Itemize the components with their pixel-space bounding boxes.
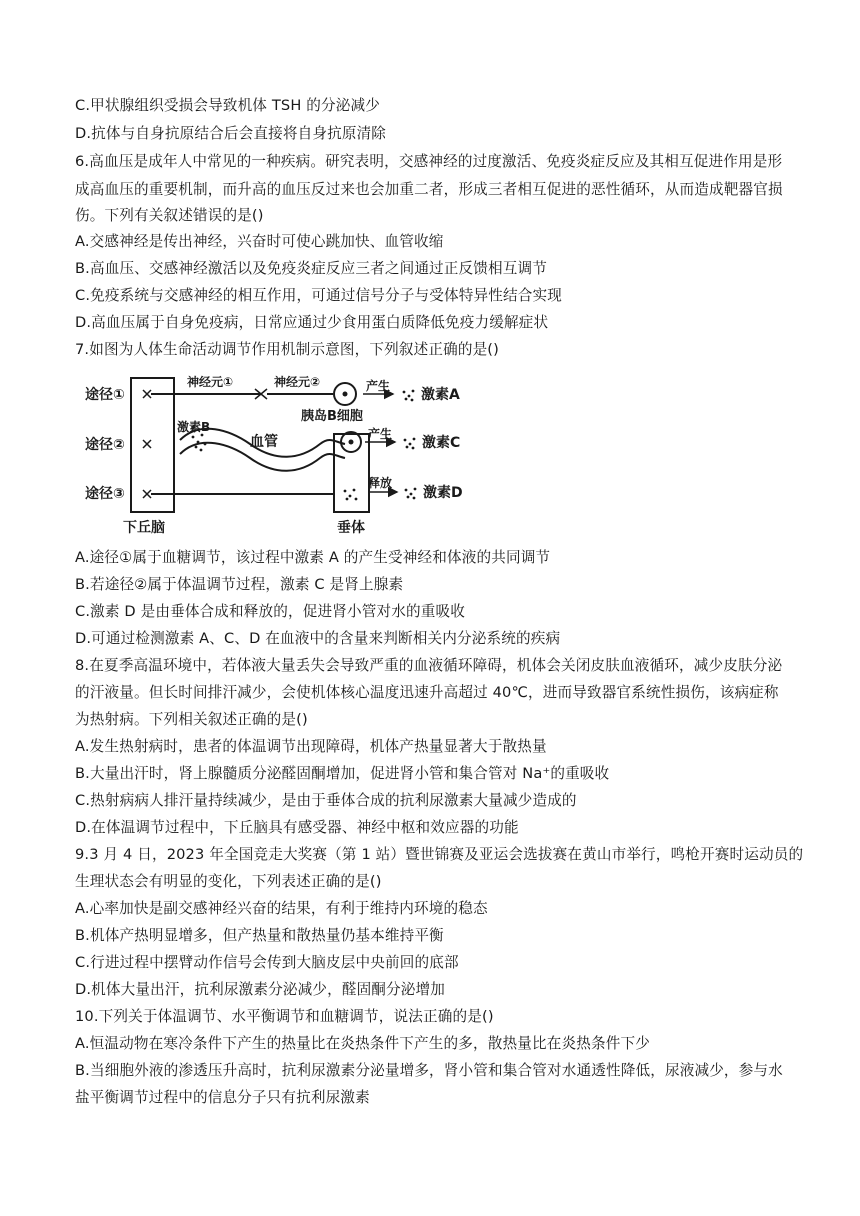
pituitary-hormone-dots-icon: [344, 489, 358, 501]
hormone-d-dots-icon: [405, 488, 417, 500]
neuron2-label: 神经元②: [274, 375, 321, 389]
hormone-d-label: 激素D: [423, 485, 463, 501]
regulation-diagram: [75, 372, 515, 540]
q9-option-a: A.心率加快是副交感神经兴奋的结果，有利于维持内环境的稳态: [75, 900, 488, 917]
q6-stem-line2: 成高血压的重要机制，而升高的血压反过来也会加重二者，形成三者相互促进的恶性循环，从而造成靶器官损: [75, 181, 783, 198]
hormone-a-dots-icon: [403, 390, 415, 402]
produce-label-2: 产生: [368, 427, 393, 441]
q9-option-c: C.行进过程中摆臂动作信号会传到大脑皮层中央前回的底部: [75, 954, 459, 971]
hypothalamus-box: [131, 378, 174, 512]
q8-stem-line2: 的汗液量。但长时间排汗减少，会使机体核心温度迅速升高超过 40℃，进而导致器官系统性损伤，该病症称: [75, 684, 779, 701]
q8-option-c: C.热射病病人排汗量持续减少，是由于垂体合成的抗利尿激素大量减少造成的: [75, 792, 577, 809]
q9-option-b: B.机体产热明显增多，但产热量和散热量仍基本维持平衡: [75, 927, 444, 944]
q8-stem-line1: 8.在夏季高温环境中，若体液大量丢失会导致严重的血液循环障碍，机体会关闭皮肤血液循环，减少皮肤分泌: [75, 657, 783, 674]
q8-option-b: B.大量出汗时，肾上腺髓质分泌醛固酮增加，促进肾小管和集合管对 Na⁺的重吸收: [75, 765, 610, 782]
hormone-b-label: 激素B: [177, 420, 211, 434]
neuron1-label: 神经元①: [187, 375, 234, 389]
route2-terminal-icon: [143, 440, 151, 448]
q10-option-b-line2: 盐平衡调节过程中的信息分子只有抗利尿激素: [75, 1089, 370, 1106]
path3-label: 途径③: [85, 486, 125, 502]
path2-label: 途径②: [85, 437, 125, 453]
hormone-a-label: 激素A: [421, 387, 460, 403]
islet-b-cell-nucleus-icon: [349, 440, 354, 445]
path1-label: 途径①: [85, 387, 125, 403]
neuron1-terminal-icon: [143, 390, 151, 398]
q6-stem-line3: 伤。下列有关叙述错误的是(): [75, 207, 264, 224]
q6-option-c: C.免疫系统与交感神经的相互作用，可通过信号分子与受体特异性结合实现: [75, 287, 562, 304]
blood-vessel-label: 血管: [250, 434, 278, 450]
q7-stem: 7.如图为人体生命活动调节作用机制示意图，下列叙述正确的是(): [75, 341, 499, 358]
hypothalamus-label: 下丘脑: [123, 520, 165, 536]
q6-option-a: A.交感神经是传出神经，兴奋时可使心跳加快、血管收缩: [75, 233, 444, 250]
q6-option-d: D.高血压属于自身免疫病，日常应通过少食用蛋白质降低免疫力缓解症状: [75, 314, 549, 331]
q10-option-a: A.恒温动物在寒冷条件下产生的热量比在炎热条件下产生的多，散热量比在炎热条件下少: [75, 1035, 650, 1052]
q8-option-a: A.发生热射病时，患者的体温调节出现障碍，机体产热量显著大于散热量: [75, 738, 547, 755]
pituitary-label: 垂体: [337, 520, 365, 536]
target-cell-nucleus-icon: [343, 392, 348, 397]
q10-option-b-line1: B.当细胞外液的渗透压升高时，抗利尿激素分泌量增多，肾小管和集合管对水通透性降低，尿液减少，参与水: [75, 1062, 783, 1079]
route3-terminal-icon: [143, 490, 151, 498]
q7-option-c: C.激素 D 是由垂体合成和释放的，促进肾小管对水的重吸收: [75, 603, 465, 620]
q5-option-c: C.甲状腺组织受损会导致机体 TSH 的分泌减少: [75, 97, 380, 114]
q9-option-d: D.机体大量出汗，抗利尿激素分泌减少，醛固酮分泌增加: [75, 981, 446, 998]
q8-stem-line3: 为热射病。下列相关叙述正确的是(): [75, 711, 308, 728]
q8-option-d: D.在体温调节过程中，下丘脑具有感受器、神经中枢和效应器的功能: [75, 819, 519, 836]
hormone-c-label: 激素C: [422, 435, 461, 451]
q6-stem-line1: 6.高血压是成年人中常见的一种疾病。研究表明，交感神经的过度激活、免疫炎症反应及其相互促进作用是形: [75, 153, 783, 170]
q10-stem: 10.下列关于体温调节、水平衡调节和血糖调节，说法正确的是(): [75, 1008, 494, 1025]
q9-stem-line1: 9.3 月 4 日，2023 年全国竞走大奖赛（第 1 站）暨世锦赛及亚运会选拔赛在黄山市举行，鸣枪开赛时运动员的: [75, 846, 804, 863]
hormone-c-dots-icon: [404, 438, 416, 450]
q9-stem-line2: 生理状态会有明显的变化，下列表述正确的是(): [75, 873, 382, 890]
q7-option-a: A.途径①属于血糖调节，该过程中激素 A 的产生受神经和体液的共同调节: [75, 549, 551, 566]
q7-option-b: B.若途径②属于体温调节过程，激素 C 是肾上腺素: [75, 576, 404, 593]
islet-b-cell-label: 胰岛B细胞: [301, 409, 363, 424]
q5-option-d: D.抗体与自身抗原结合后会直接将自身抗原清除: [75, 125, 387, 142]
q6-option-b: B.高血压、交感神经激活以及免疫炎症反应三者之间通过正反馈相互调节: [75, 260, 548, 277]
release-label: 释放: [368, 476, 393, 490]
q7-option-d: D.可通过检测激素 A、C、D 在血液中的含量来判断相关内分泌系统的疾病: [75, 630, 561, 647]
pituitary-box: [334, 434, 369, 512]
produce-label-1: 产生: [366, 379, 391, 393]
